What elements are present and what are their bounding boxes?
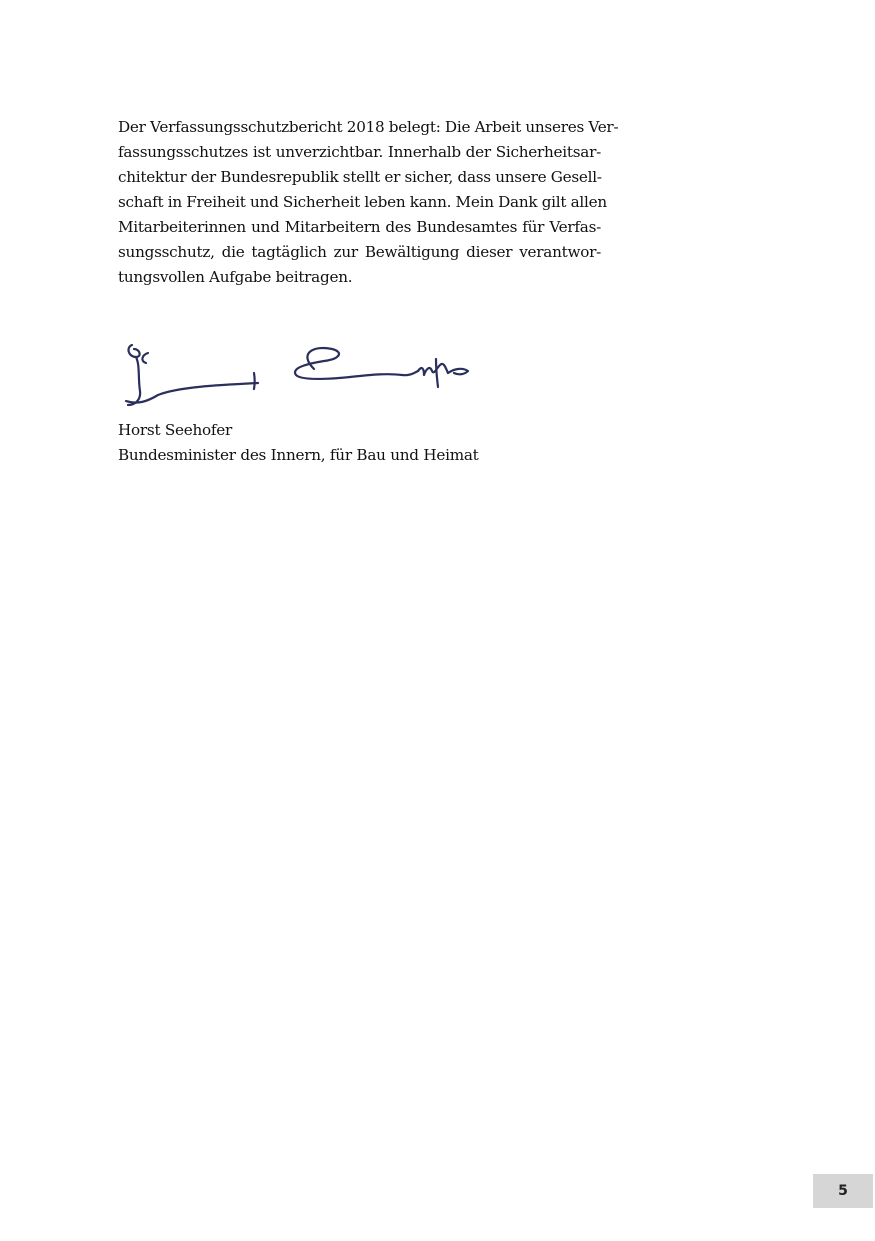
signature-drawing — [118, 335, 478, 415]
paragraph-line: fassungsschutzes ist unverzichtbar. Innerhalb der Sicherheitsar- — [118, 143, 601, 161]
paragraph-line: Mitarbeiterinnen und Mitarbeitern des Bundesamtes für Verfas- — [118, 218, 601, 236]
paragraph-line: Der Verfassungsschutzbericht 2018 belegt: Die Arbeit unseres Ver- — [118, 118, 619, 136]
handwritten-signature — [118, 335, 478, 415]
paragraph-line: schaft in Freiheit und Sicherheit leben kann. Mein Dank gilt allen — [118, 193, 607, 211]
paragraph-line: chitektur der Bundesrepublik stellt er sicher, dass unsere Gesell- — [118, 168, 602, 186]
paragraph-line: tungsvollen Aufgabe beitragen. — [118, 268, 353, 286]
body-paragraph — [118, 115, 619, 290]
page-number-box — [813, 1174, 873, 1208]
page-number: 5 — [838, 1183, 848, 1199]
paragraph-line: sungsschutz, die tagtäglich zur Bewältigung dieser verantwor- — [118, 243, 601, 261]
signer-title: Bundesminister des Innern, für Bau und Heimat — [118, 446, 479, 464]
signer-name: Horst Seehofer — [118, 421, 233, 439]
signer-block — [118, 418, 479, 468]
